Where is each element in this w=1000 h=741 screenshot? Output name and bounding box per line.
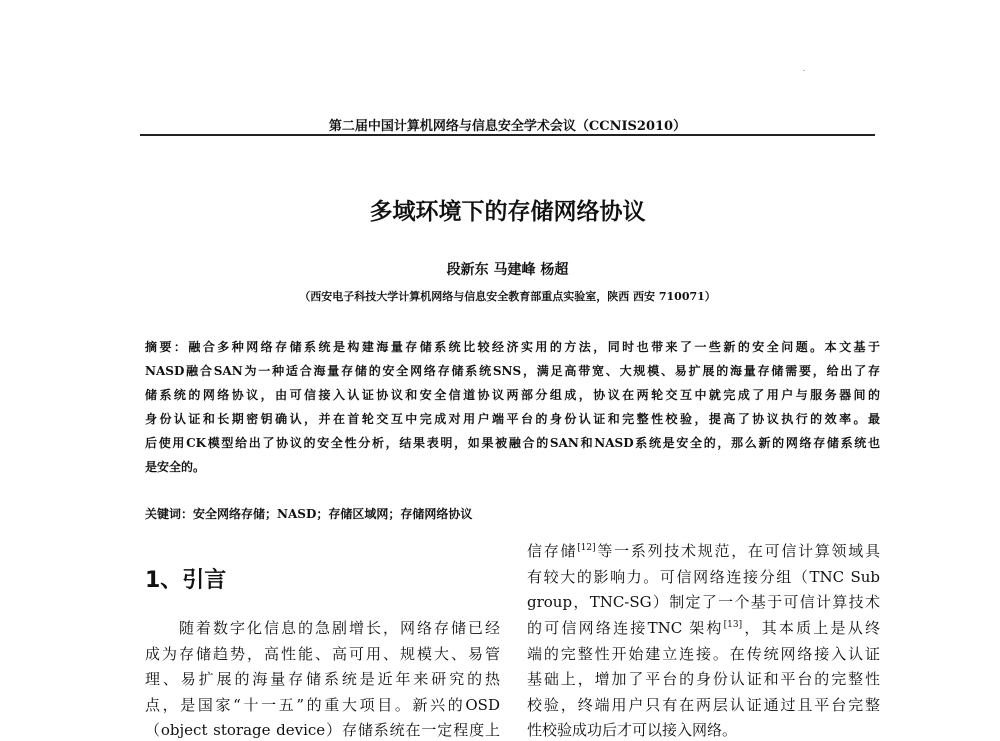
citation-13: [13] [723,620,743,630]
body-line: group，TNC-SG）制定了一个基于可信计算技术 [527,593,880,611]
paper-title: 多域环境下的存储网络协议 [369,199,646,225]
abstract-line: 储系统的网络协议，由可信接入认证协议和安全信道协议两部分组成，协议在两轮交互中就完成了用户与服务器间的 [145,388,880,402]
header-rule [140,134,875,136]
scan-speck [803,70,805,71]
text: 的可信网络连接TNC 架构 [527,619,724,637]
body-line: 校验，终端用户只有在两层认证通过且平台完整 [527,696,880,714]
body-line: 有较大的影响力。可信网络连接分组（TNC Sub [527,568,880,586]
body-line: （object storage device）存储系统在一定程度上 [145,721,500,739]
section-heading: 1、引言 [145,568,227,593]
citation-12: [12] [577,543,596,553]
body-line: 基础上，增加了平台的身份认证和平台的完整性 [527,670,880,688]
abstract-line: 是安全的。 [145,460,206,474]
abstract-line: 后使用CK模型给出了协议的安全性分析，结果表明，如果被融合的SAN和NASD系统是安全的，那么新的网络存储系统也 [145,436,880,450]
abstract-line: 身份认证和长期密钥确认，并在首轮交互中完成对用户端平台的身份认证和完整性校验，提高了协议执行的效率。最 [145,412,880,426]
text: 等一系列技术规范，在可信计算领域具 [595,542,880,560]
paper-affiliation: （西安电子科技大学计算机网络与信息安全教育部重点实验室，陕西 西安 710071） [299,290,716,303]
body-line [527,617,880,639]
abstract-line: 摘要：融合多种网络存储系统是构建海量存储系统比较经济实用的方法，同时也带来了一些新的安全问题。本文基于 [145,340,880,354]
abstract-line: NASD融合SAN为一种适合海量存储的安全网络存储系统SNS，满足高带宽、大规模、易扩展的海量存储需要，给出了存 [145,364,880,378]
paper-authors: 段新东 马建峰 杨超 [446,262,569,278]
text: 信存储 [527,542,578,560]
body-line: 成为存储趋势，高性能、高可用、规模大、易管 [145,645,500,663]
body-line: 点，是国家“十一五”的重大项目。新兴的OSD [145,696,500,714]
keywords: 关键词：安全网络存储；NASD；存储区域网；存储网络协议 [145,507,473,521]
body-line [527,540,880,562]
text: ，其本质上是从终 [742,619,880,637]
body-line: 端的完整性开始建立连接。在传统网络接入认证 [527,645,880,663]
body-line: 随着数字化信息的急剧增长，网络存储已经 [145,619,500,637]
body-line: 性校验成功后才可以接入网络。 [527,721,738,739]
conference-header: 第二届中国计算机网络与信息安全学术会议（CCNIS2010） [328,119,687,134]
body-line: 理、易扩展的海量存储系统是近年来研究的热 [145,670,500,688]
